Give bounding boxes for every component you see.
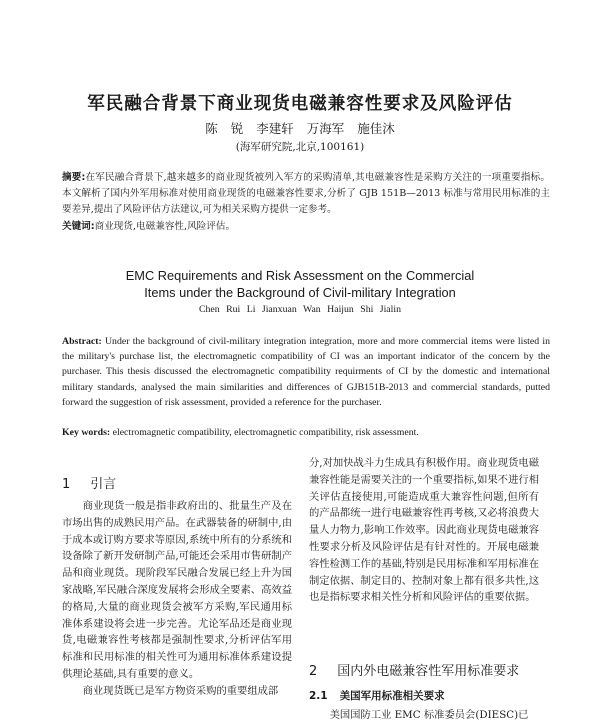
section2-number: 2: [309, 664, 318, 679]
left-column: [62, 498, 292, 700]
keywords-en-text: electromagnetic compatibility, electromagnetic compatibility, risk assessment.: [112, 427, 419, 438]
paper-title-en: [0, 267, 600, 301]
keywords-en-label: Key words:: [62, 427, 111, 438]
authors-cn: 陈 锐 李建轩 万海军 施佳沐: [205, 121, 395, 136]
authors-en: Chen Rui Li Jianxuan Wan Haijun Shi Jialin: [199, 304, 401, 315]
abstract-cn-text: 在军民融合背景下,越来越多的商业现货被列入军方的采购清单,其电磁兼容性是采购方关注的一项重要指标。本文解析了国内外军用标准对使用商业现货的电磁兼容性要求,分析了 GJB 151B—2013 标准与常用民用标准的主要差异,提出了风险评估方法建议,可为相关采购方提供一定参考。: [62, 172, 550, 215]
section1-number: 1: [62, 477, 71, 492]
right-column-text: [309, 455, 539, 606]
subsection21-title: 美国军用标准相关要求: [339, 690, 445, 702]
subsection21-heading: [309, 688, 445, 703]
affiliation-cn: (海军研究院,北京,100161): [235, 141, 365, 153]
abstract-cn-label: 摘要:: [62, 172, 86, 183]
paper-title-en-line1: EMC Requirements and Risk Assessment on the Commercial: [125, 268, 475, 283]
abstract-en-label: Abstract:: [62, 336, 102, 347]
section1-heading: [62, 473, 116, 492]
abstract-cn: [62, 170, 550, 218]
paper-title-en-line2: Items under the Background of Civil-military Integration: [144, 285, 456, 300]
keywords-cn-label: 关键词:: [62, 221, 95, 232]
keywords-en: [62, 427, 550, 438]
subsection21-body: [309, 707, 539, 724]
keywords-cn-text: 商业现货,电磁兼容性,风险评估。: [94, 221, 236, 232]
subsection21-text: 美国国防工业 EMC 标准委员会(DIESC)已: [329, 709, 529, 721]
section2-heading: [309, 660, 519, 679]
paper-title-cn: 军民融合背景下商业现货电磁兼容性要求及风险评估: [87, 94, 513, 114]
subsection21-number: 2.1: [309, 690, 328, 702]
keywords-cn: [62, 218, 550, 232]
section1-para1: 商业现货一般是指非政府出的、批量生产及在市场出售的成熟民用产品。在武器装备的研制中,由于成本或订购方要求等原因,系统中所有的分系统和设备除了新开发研制产品,可能还会采用市售研制产品和商业现货。现阶段军民融合发展已经上升为国家战略,军民融合深度发展将会形成全要素、高效益的格局,大量的商业现货会被军方采购,军民通用标准体系建设将会进一步完善。尤论军品还是商业现货,电磁兼容性考核都是强制性要求,分析评估军用标准和民用标准的相关性可为通用标准体系建设提供理论基础,具有重要的意义。: [62, 500, 292, 680]
section2-title: 国内外电磁兼容性军用标准要求: [337, 664, 520, 679]
abstract-en: [62, 334, 550, 410]
abstract-en-text: Under the background of civil-military integration integration, more and more commercial items were listed in the military's purchase list, the electromagnetic compatibility of CI was an important indicator of the concern by the purchaser. This thesis discussed the electromagnetic compatibility requirments of CI by the domestic and international military standards, analysed the main similarities and differences of GJB151B-2013 and commercial standards, putted forward the suggestion of risk assessment, provided a reference for the purchaser.: [62, 336, 550, 408]
section1-title: 引言: [90, 477, 117, 492]
right-column-para: 分,对加快战斗力生成具有积极作用。商业现货电磁兼容性能是需要关注的一个重要指标,如果不进行相关评估直接使用,可能造成重大兼容性问题,但所有的产品都统一进行电磁兼容性再考核,又必将浪费大量人力物力,影响工作效率。因此商业现货电磁兼容性要求分析及风险评估是有针对性的。开展电磁兼容性检测工作的基础,特别是民用标准和军用标准在制定依据、制定目的、控制对象上都有很多共性,这也是指标要求相关性分析和风险评估的重要依据。: [309, 457, 539, 604]
section1-para2: 商业现货既已是军方物资采购的重要组成部: [82, 684, 279, 697]
